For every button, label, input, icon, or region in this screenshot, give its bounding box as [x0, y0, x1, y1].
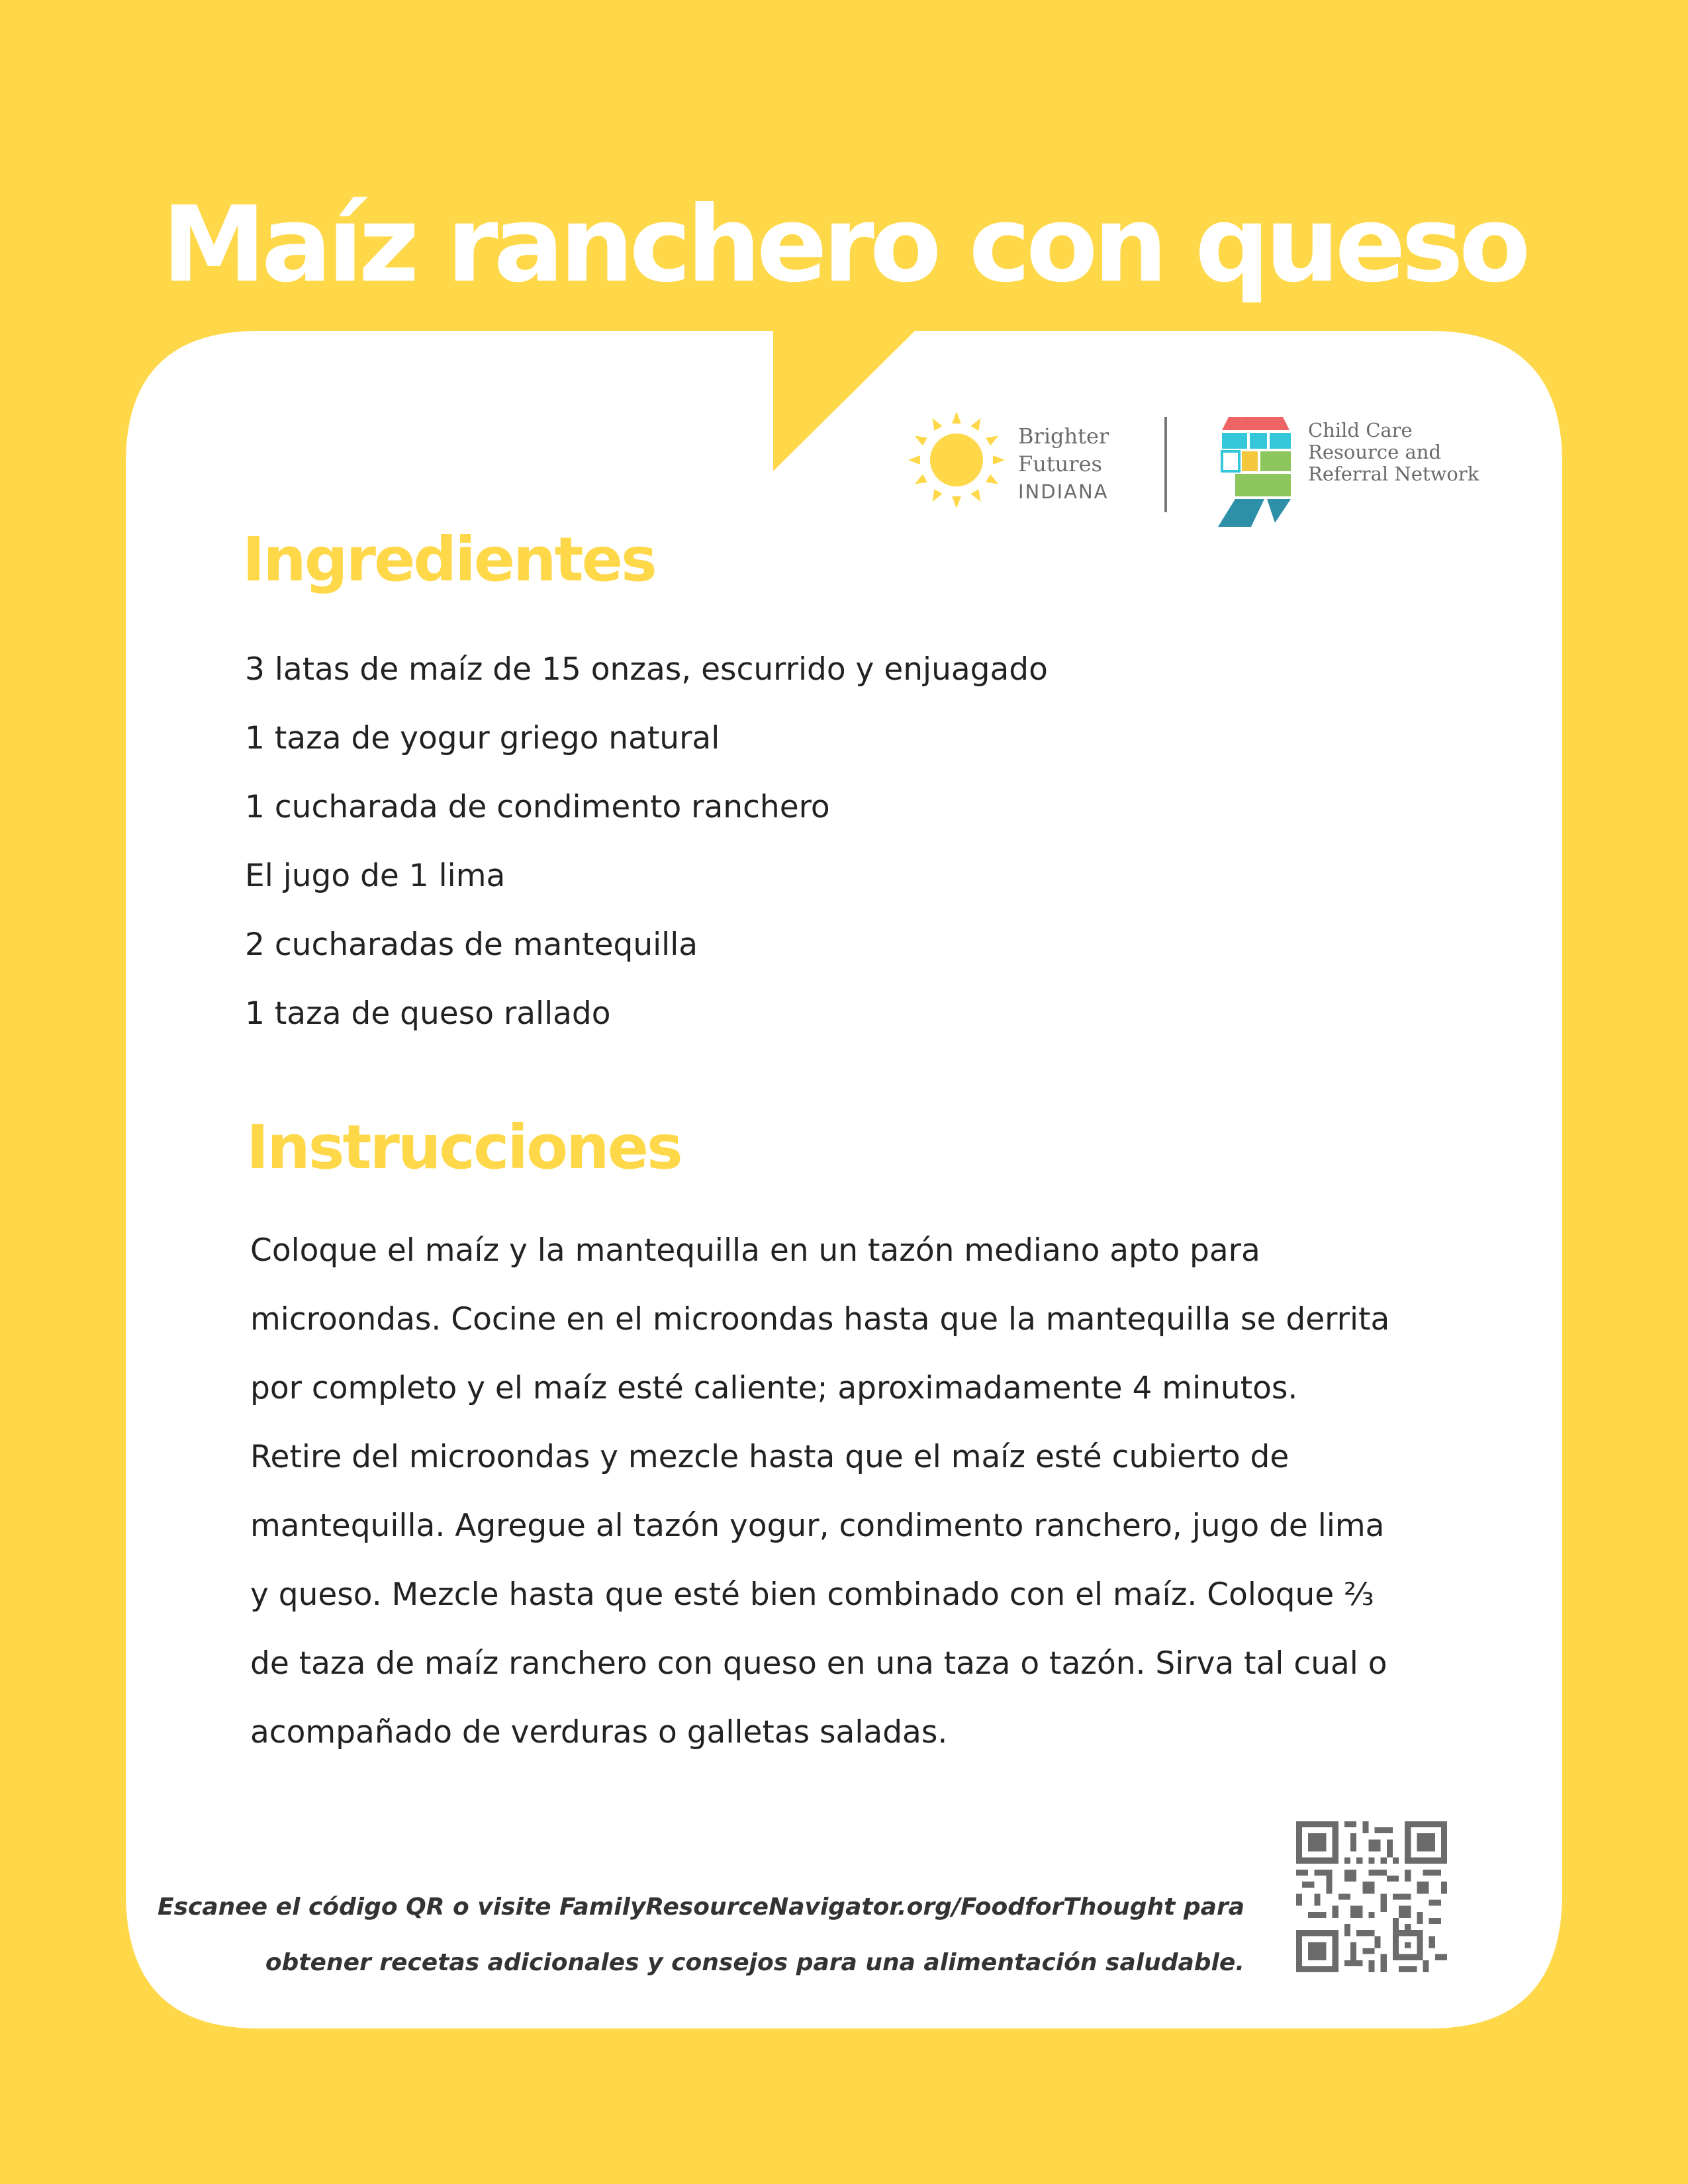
footer-line: Escanee el código QR o visite FamilyResourceNavigator.org/FoodforThought para [158, 1893, 1244, 1921]
logo-divider [1164, 417, 1167, 512]
ingredient-item: El jugo de 1 lima [245, 858, 506, 894]
ingredient-item: 1 cucharada de condimento ranchero [245, 789, 830, 825]
instruction-line: mantequilla. Agregue al tazón yogur, condimento ranchero, jugo de lima [250, 1508, 1385, 1544]
ingredient-item: 3 latas de maíz de 15 onzas, escurrido y enjuagado [245, 651, 1048, 688]
ccrr-logo-icon [1217, 416, 1296, 532]
ingredient-item: 1 taza de queso rallado [245, 995, 611, 1032]
ingredients-heading: Ingredientes [242, 524, 655, 595]
ingredient-item: 1 taza de yogur griego natural [245, 720, 720, 756]
instruction-line: microondas. Cocine en el microondas hasta que la mantequilla se derrita [250, 1301, 1390, 1338]
instruction-line: acompañado de verduras o galletas saladas. [250, 1714, 948, 1751]
page-title: Maíz ranchero con queso [162, 183, 1526, 306]
qr-code[interactable] [1296, 1821, 1447, 1972]
sun-icon [907, 410, 1006, 510]
brighter-futures-logo-text: Brighter Futures INDIANA [1018, 424, 1109, 503]
ingredient-item: 2 cucharadas de mantequilla [245, 927, 698, 963]
instruction-line: Retire del microondas y mezcle hasta que el maíz esté cubierto de [250, 1439, 1289, 1475]
footer-line: obtener recetas adicionales y consejos para una alimentación saludable. [265, 1949, 1244, 1976]
instruction-line: y queso. Mezcle hasta que esté bien combinado con el maíz. Coloque ⅔ [250, 1576, 1374, 1613]
instructions-text [250, 1216, 1468, 1767]
instructions-heading: Instrucciones [246, 1112, 681, 1183]
instruction-line: por completo y el maíz esté caliente; aproximadamente 4 minutos. [250, 1370, 1298, 1406]
instruction-line: Coloque el maíz y la mantequilla en un tazón mediano apto para [250, 1232, 1260, 1269]
footer-note [158, 1880, 1244, 1991]
instruction-line: de taza de maíz ranchero con queso en una taza o tazón. Sirva tal cual o [250, 1645, 1387, 1682]
ingredients-list [245, 635, 1048, 1048]
ccrr-logo-text: Child Care Resource and Referral Network [1308, 419, 1479, 485]
partner-logos [907, 410, 1503, 536]
